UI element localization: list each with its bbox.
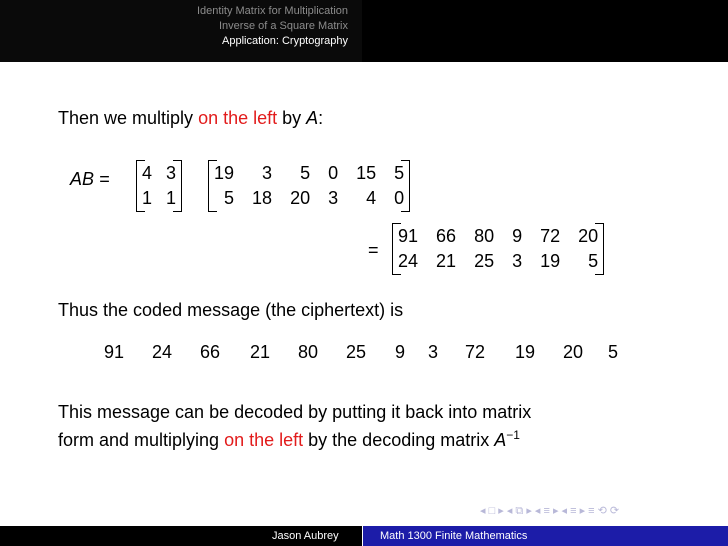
matrix-cell: 1 xyxy=(142,188,153,208)
matrix-cell: 21 xyxy=(436,251,457,271)
matrix-cell: 9 xyxy=(512,226,523,246)
ciphertext-intro: Thus the coded message (the ciphertext) is xyxy=(58,300,404,320)
matrix-cell: 0 xyxy=(394,188,405,208)
section-nav-list xyxy=(197,4,348,49)
footer-author-panel xyxy=(0,526,362,546)
beamer-nav-icons[interactable]: ◂ □ ▸ ◂ ⧉ ▸ ◂ ≡ ▸ ◂ ≡ ▸ ≡ ⟲ ⟳ xyxy=(480,505,620,517)
decode-highlight: on the left xyxy=(224,430,304,450)
matrix-cell: 25 xyxy=(474,251,495,271)
ciphertext-value: 91 xyxy=(104,342,125,362)
decode-line-1: This message can be decoded by putting it back into matrix xyxy=(58,402,532,422)
footer-course-panel xyxy=(363,526,728,546)
nav-item-inverse-matrix[interactable]: Inverse of a Square Matrix xyxy=(218,20,348,32)
ciphertext-value: 72 xyxy=(465,342,486,362)
matrix-cell: 19 xyxy=(214,163,235,183)
matrix-cell: 0 xyxy=(328,163,339,183)
matrix-a xyxy=(138,161,180,211)
matrix-cell: 1 xyxy=(166,188,177,208)
nav-item-cryptography[interactable]: Application: Cryptography xyxy=(222,35,348,47)
intro-highlight: on the left xyxy=(198,108,278,128)
decode-superscript: −1 xyxy=(506,428,520,442)
equation-lhs xyxy=(70,169,110,190)
lhs-text: AB = xyxy=(70,169,110,189)
matrix-ab xyxy=(394,224,602,274)
matrix-cell: 5 xyxy=(300,163,311,183)
matrix-cell: 3 xyxy=(328,188,339,208)
matrix-cell: 20 xyxy=(290,188,311,208)
decode-line-2 xyxy=(58,428,520,451)
matrix-cell: 20 xyxy=(578,226,599,246)
footer-course: Math 1300 Finite Mathematics xyxy=(380,530,528,542)
bracket-left xyxy=(392,223,401,275)
matrix-cell: 91 xyxy=(398,226,419,246)
ciphertext-value: 21 xyxy=(250,342,271,362)
intro-text-post: by xyxy=(277,108,307,128)
matrix-cell: 3 xyxy=(512,251,523,271)
ciphertext-value: 80 xyxy=(298,342,319,362)
matrix-b xyxy=(210,161,408,211)
matrix-cell: 5 xyxy=(588,251,599,271)
ciphertext-value: 9 xyxy=(395,342,406,362)
equals-sign: = xyxy=(368,240,379,260)
intro-text: Then we multiply xyxy=(58,108,199,128)
matrix-cell: 3 xyxy=(262,163,273,183)
matrix-cell: 80 xyxy=(474,226,495,246)
matrix-cell: 4 xyxy=(366,188,377,208)
ciphertext-value: 20 xyxy=(563,342,584,362)
matrix-cell: 18 xyxy=(252,188,273,208)
bracket-right xyxy=(595,223,604,275)
ciphertext-value: 24 xyxy=(152,342,173,362)
matrix-cell: 4 xyxy=(142,163,153,183)
decode-text-post: by the decoding matrix xyxy=(303,430,495,450)
matrix-cell: 19 xyxy=(540,251,561,271)
intro-colon: : xyxy=(318,108,324,128)
bracket-right xyxy=(401,160,410,212)
bracket-right xyxy=(173,160,182,212)
matrix-cell: 72 xyxy=(540,226,561,246)
nav-item-identity-matrix[interactable]: Identity Matrix for Multiplication xyxy=(197,5,348,17)
ciphertext-value: 66 xyxy=(200,342,221,362)
decode-variable: A xyxy=(494,430,507,450)
bracket-left xyxy=(136,160,145,212)
matrix-cell: 15 xyxy=(356,163,377,183)
header-right-panel xyxy=(363,0,728,62)
footer-author: Jason Aubrey xyxy=(272,530,339,542)
matrix-cell: 3 xyxy=(166,163,177,183)
matrix-cell: 24 xyxy=(398,251,419,271)
header-bar xyxy=(0,0,728,62)
ciphertext-value: 25 xyxy=(346,342,367,362)
ciphertext-value: 5 xyxy=(608,342,619,362)
bracket-left xyxy=(208,160,217,212)
ciphertext-value: 3 xyxy=(428,342,439,362)
intro-line xyxy=(58,108,323,129)
matrix-cell: 66 xyxy=(436,226,457,246)
matrix-cell: 5 xyxy=(394,163,405,183)
matrix-cell: 5 xyxy=(224,188,235,208)
decode-text: form and multiplying xyxy=(58,430,225,450)
ciphertext-value: 19 xyxy=(515,342,536,362)
intro-variable: A xyxy=(306,108,319,128)
